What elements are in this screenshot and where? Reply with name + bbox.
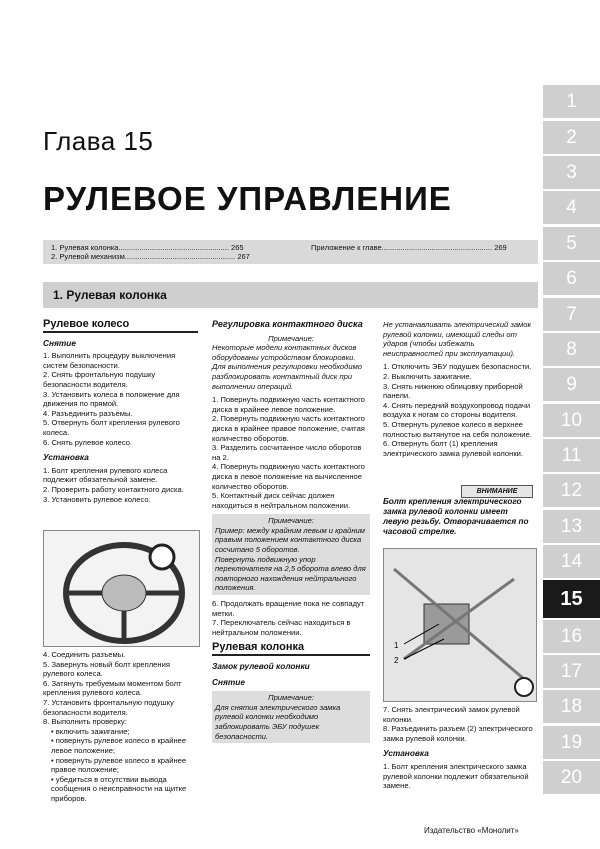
column-1: Рулевое колесо Снятие 1. Выполнить процедуру выключения систем безопасности. 2. Снять фронтальную подушку безопасности водителя. 3. Установить колеса в положение для движения по прямой. 4. Разъединить разъемы. 5. Отвернуть болт крепления рулевого колеса. 6. Снять рулевое колесо. Установка 1. Болт крепления рулевого колеса подлежит обязательной замене. 2. Проверить работу контактного диска. 3. Установить рулевое колесо. [43,320,198,504]
chapter-tab-9[interactable]: 9 [543,368,600,401]
column-3: Не устанавливать электрический замок рулевой колонки, имеющий следы от ударов (чтобы избежать неисправностей при эксплуатации). 1. Отключить ЭБУ подушек безопасности. 2. Выключить зажигание. 3. Снять нижнюю облицовку приборной панели. 4. Снять передний воздухопровод подачи воздуха к ногам со стороны водителя. 5. Отвернуть рулевое колесо в верхнее полностью вытянутое на себя положение. 6. Отвернуть болт (1) крепления электрического замка рулевой колонки. [383,320,532,458]
warning-label: ВНИМАНИЕ [461,485,533,498]
heading-contact-disk: Регулировка контактного диска [212,319,363,329]
chapter-tab-5[interactable]: 5 [543,227,600,260]
chapter-tab-6[interactable]: 6 [543,262,600,295]
heading-column-lock: Замок рулевой колонки [212,661,310,671]
chapter-tab-18[interactable]: 18 [543,690,600,723]
publisher-footer: Издательство «Монолит» [424,826,519,835]
toc-entry[interactable]: Приложение к главе..................................................... 269 [311,243,507,252]
toc-entry[interactable]: 2. Рулевой механизм..................................................... 267 [51,252,250,261]
chapter-tab-11[interactable]: 11 [543,439,600,472]
steering-wheel-image [43,530,200,647]
subheading-removal: Снятие [43,337,76,348]
chapter-tab-13[interactable]: 13 [543,510,600,543]
callout-2: 2 [394,656,399,665]
chapter-tab-14[interactable]: 14 [543,545,600,578]
chapter-label: Глава 15 [43,126,154,156]
chapter-tab-1[interactable]: 1 [543,85,600,118]
chapter-tab-16[interactable]: 16 [543,620,600,653]
chapter-tab-8[interactable]: 8 [543,333,600,366]
column-lock-illustration [384,549,536,701]
callout-1: 1 [394,641,399,650]
chapter-tab-17[interactable]: 17 [543,655,600,688]
heading-steering-wheel: Рулевое колесо [43,320,198,333]
chapter-tab-20[interactable]: 20 [543,761,600,794]
chapter-tab-19[interactable]: 19 [543,726,600,759]
warning-text: Болт крепления электрического замка рулевой колонки имеет левую резьбу. Отворачивается по часовой стрелке. [383,497,529,536]
page-title: РУЛЕВОЕ УПРАВЛЕНИЕ [43,180,452,217]
chapter-tab-10[interactable]: 10 [543,404,600,437]
steering-wheel-illustration [44,531,199,646]
toc-entry[interactable]: 1. Рулевая колонка..................................................... 265 [51,243,244,252]
section-banner: 1. Рулевая колонка [43,282,538,308]
chapter-tab-12[interactable]: 12 [543,474,600,507]
chapter-tab-4[interactable]: 4 [543,191,600,224]
column-3-continued: 7. Снять электрический замок рулевой колонки. 8. Разъединить разъем (2) электрического замка рулевой колонки. Установка 1. Болт крепления электрического замка рулевой колонки подлежит обязательной замене. [383,705,533,791]
chapter-tab-3[interactable]: 3 [543,156,600,189]
chapter-tab-15-active[interactable]: 15 [543,580,600,618]
column-2: Регулировка контактного диска Примечание: Некоторые модели контактных дисков оборудованы устройством блокировки. Для выполнения регулировки необходимо разблокировать контактный диск при выполнении операций. 1. Повернуть подвижную часть контактного диска в крайнее левое положение. 2. Повернуть подвижную часть контактного диска в крайнее правое положение, считая количество оборотов. 3. Разделить сосчитанное число оборотов на 2. 4. Повернуть подвижную часть контактного диска в левое положение на вычисленное количество оборотов. 5. Контактный диск сейчас должен находиться в нейтральном положении. Примечание: Пример: между крайним левым и крайним правым положением контактного диска сосчитано 5 оборотов. Повернуть подвижную упор переключателя на 2,5 оборота влево для повторного нахождения нейтрального положения. 6. Продолжать вращение пока не совпадут метки. 7. Переключатель сейчас находиться в нейтральном положении. Рулевая колонка Замок рулевой колонки Снятие Примечание: Для снятия электрического замка рулевой колонки необходимо заблокировать ЭБУ подушек безопасности. [212,320,370,747]
heading-steering-column: Рулевая колонка [212,643,370,656]
column-lock-image [383,548,537,702]
column-1-continued: 4. Соединить разъемы. 5. Завернуть новый болт крепления рулевого колеса. 6. Затянуть требуемым моментом болт крепления рулевого колеса. 7. Установить фронтальную подушку безопасности водителя. 8. Выполнить проверку: • включить зажигание; • повернуть рулевое колесо в крайнее левое положение; • повернуть рулевое колесо в крайнее правое положение; • убедиться в отсутствии вывода сообщения о неисправности на щитке приборов. [43,650,187,803]
chapter-tab-2[interactable]: 2 [543,121,600,154]
chapter-tab-7[interactable]: 7 [543,298,600,331]
subheading-install: Установка [43,452,89,463]
table-of-contents [43,240,538,264]
